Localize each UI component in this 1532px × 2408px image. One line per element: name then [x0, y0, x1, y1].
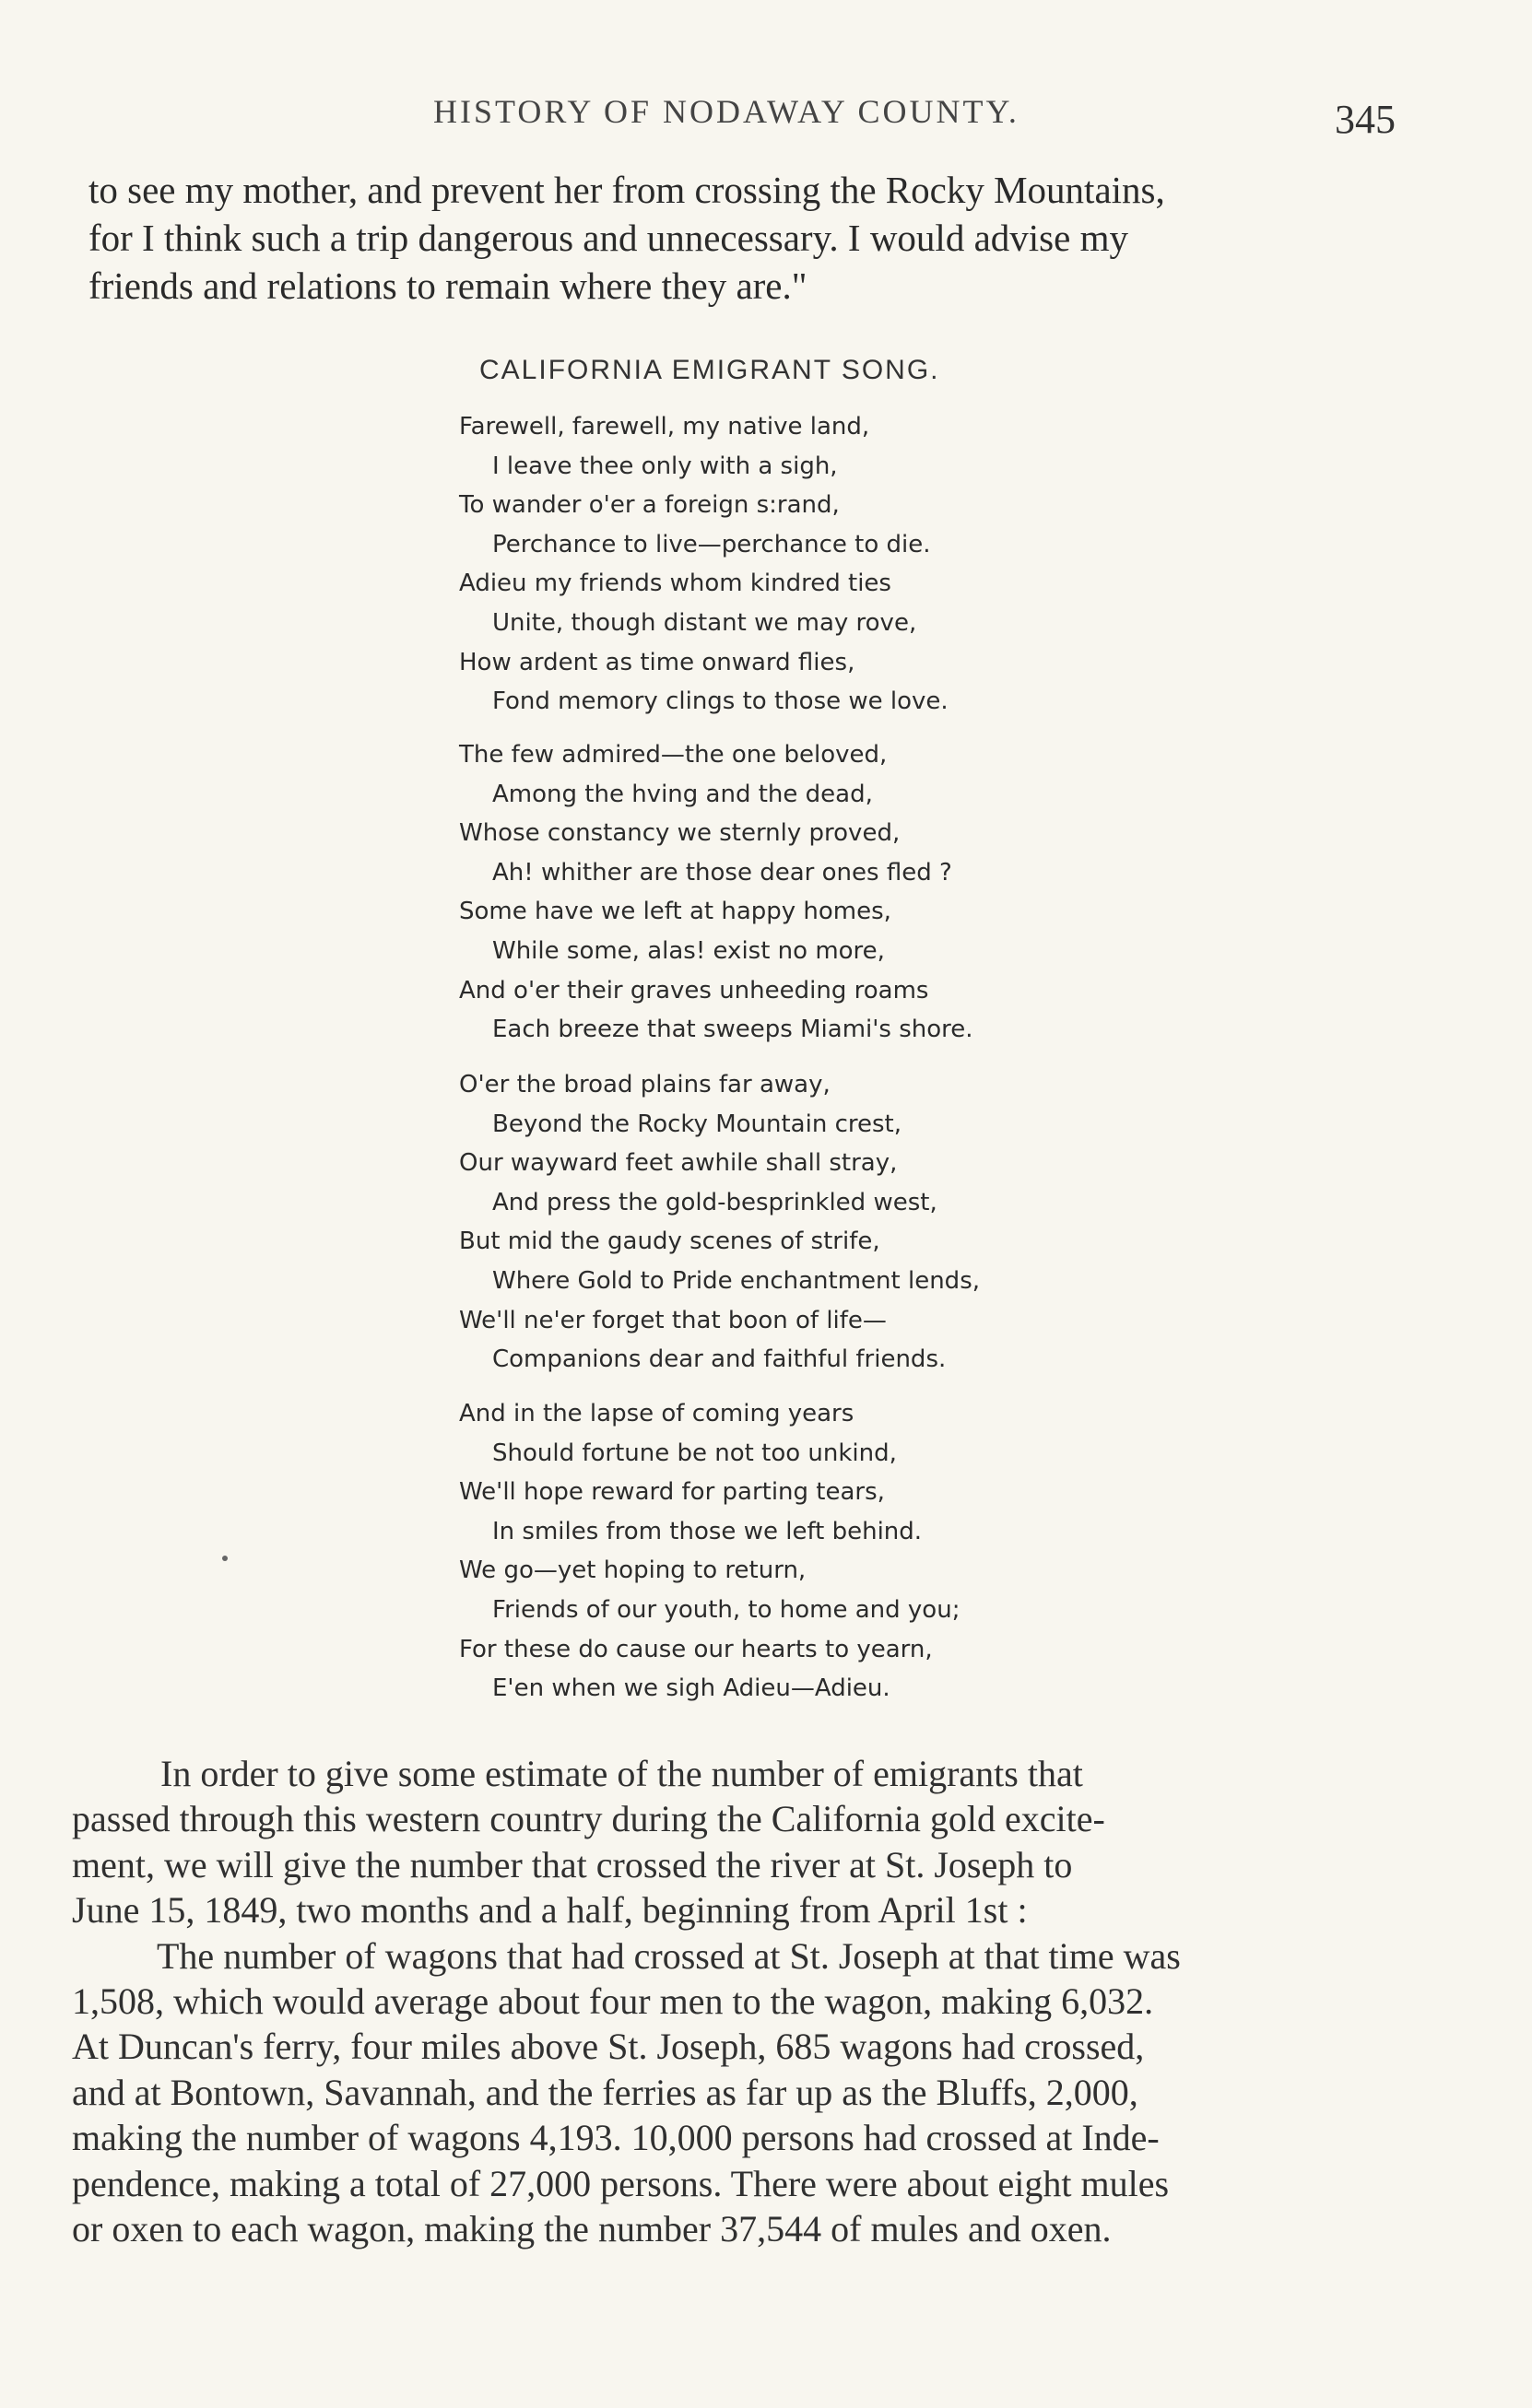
text-line: or oxen to each wagon, making the number 37,544 of mules and oxen.	[72, 2208, 1112, 2250]
verse-line: Should fortune be not too unkind,	[492, 1439, 897, 1467]
poem-stanza-2	[459, 735, 1123, 1050]
verse-line: We go—yet hoping to return,	[459, 1556, 807, 1585]
verse-line: And o'er their graves unheeding roams	[459, 976, 929, 1004]
text-line: making the number of wagons 4,193. 10,000 persons had crossed at Inde-	[72, 2117, 1160, 2159]
page-number: 345	[1335, 97, 1396, 142]
verse-line: We'll ne'er forget that boon of life—	[459, 1306, 887, 1334]
verse-line: Each breeze that sweeps Miami's shore.	[492, 1016, 973, 1044]
text-line: to see my mother, and prevent her from crossing the Rocky Mountains,	[88, 169, 1165, 211]
intro-paragraph	[88, 166, 1416, 310]
verse-line: And in the lapse of coming years	[459, 1400, 854, 1427]
verse-line: We'll hope reward for parting tears,	[459, 1478, 885, 1507]
verse-line: And press the gold-besprinkled west,	[492, 1188, 937, 1216]
print-speck	[222, 1556, 228, 1561]
song-title: CALIFORNIA EMIGRANT SONG.	[479, 355, 940, 385]
verse-line: Where Gold to Pride enchantment lends,	[492, 1266, 981, 1295]
verse-line: The few admired—the one beloved,	[459, 741, 888, 769]
verse-line: Unite, though distant we may rove,	[492, 608, 917, 637]
text-line: At Duncan's ferry, four miles above St. Joseph, 685 wagons had crossed,	[72, 2026, 1145, 2068]
verse-line: Friends of our youth, to home and you;	[492, 1595, 960, 1624]
running-head: HISTORY OF NODAWAY COUNTY.	[433, 93, 1019, 130]
verse-line: For these do cause our hearts to yearn,	[459, 1635, 933, 1663]
verse-line: I leave thee only with a sigh,	[492, 452, 838, 480]
text-line: In order to give some estimate of the number of emigrants that	[160, 1753, 1083, 1794]
text-line: June 15, 1849, two months and a half, beginning from April 1st :	[72, 1889, 1028, 1932]
poem-stanza-1	[459, 407, 1123, 722]
verse-line: Beyond the Rocky Mountain crest,	[492, 1110, 902, 1138]
verse-line: In smiles from those we left behind.	[492, 1517, 923, 1545]
verse-line: Companions dear and faithful friends.	[492, 1345, 947, 1374]
verse-line: While some, alas! exist no more,	[492, 936, 885, 965]
text-line: and at Bontown, Savannah, and the ferries as far up as the Bluffs, 2,000,	[72, 2071, 1138, 2113]
verse-line: How ardent as time onward flies,	[459, 648, 855, 676]
verse-line: Some have we left at happy homes,	[459, 898, 891, 926]
poem-stanza-3	[459, 1065, 1123, 1380]
verse-line: O'er the broad plains far away,	[459, 1071, 831, 1098]
verse-line: But mid the gaudy scenes of strife,	[459, 1227, 880, 1256]
text-line: ment, we will give the number that crossed the river at St. Joseph to	[72, 1843, 1073, 1885]
verse-line: Our wayward feet awhile shall stray,	[459, 1149, 898, 1178]
verse-line: Fond memory clings to those we love.	[492, 687, 949, 716]
verse-line: Adieu my friends whom kindred ties	[459, 570, 891, 598]
verse-line: Perchance to live—perchance to die.	[492, 530, 931, 558]
verse-line: Ah! whither are those dear ones fled ?	[492, 858, 952, 887]
verse-line: Whose constancy we sternly proved,	[459, 819, 901, 848]
verse-line: To wander o'er a foreign s:rand,	[459, 491, 840, 520]
verse-line: Farewell, farewell, my native land,	[459, 413, 870, 440]
body-text	[72, 1751, 1418, 2251]
text-line: friends and relations to remain where they are."	[88, 264, 807, 307]
text-line: The number of wagons that had crossed at St. Joseph at that time was	[157, 1934, 1181, 1977]
text-line: for I think such a trip dangerous and unnecessary. I would advise my	[88, 217, 1128, 259]
verse-line: E'en when we sigh Adieu—Adieu.	[492, 1674, 890, 1703]
text-line: pendence, making a total of 27,000 persons. There were about eight mules	[72, 2162, 1170, 2204]
text-line: passed through this western country during the California gold excite-	[72, 1798, 1105, 1840]
poem-stanza-4	[459, 1394, 1123, 1709]
verse-line: Among the hving and the dead,	[492, 780, 873, 808]
text-line: 1,508, which would average about four men to the wagon, making 6,032.	[72, 1980, 1154, 2023]
